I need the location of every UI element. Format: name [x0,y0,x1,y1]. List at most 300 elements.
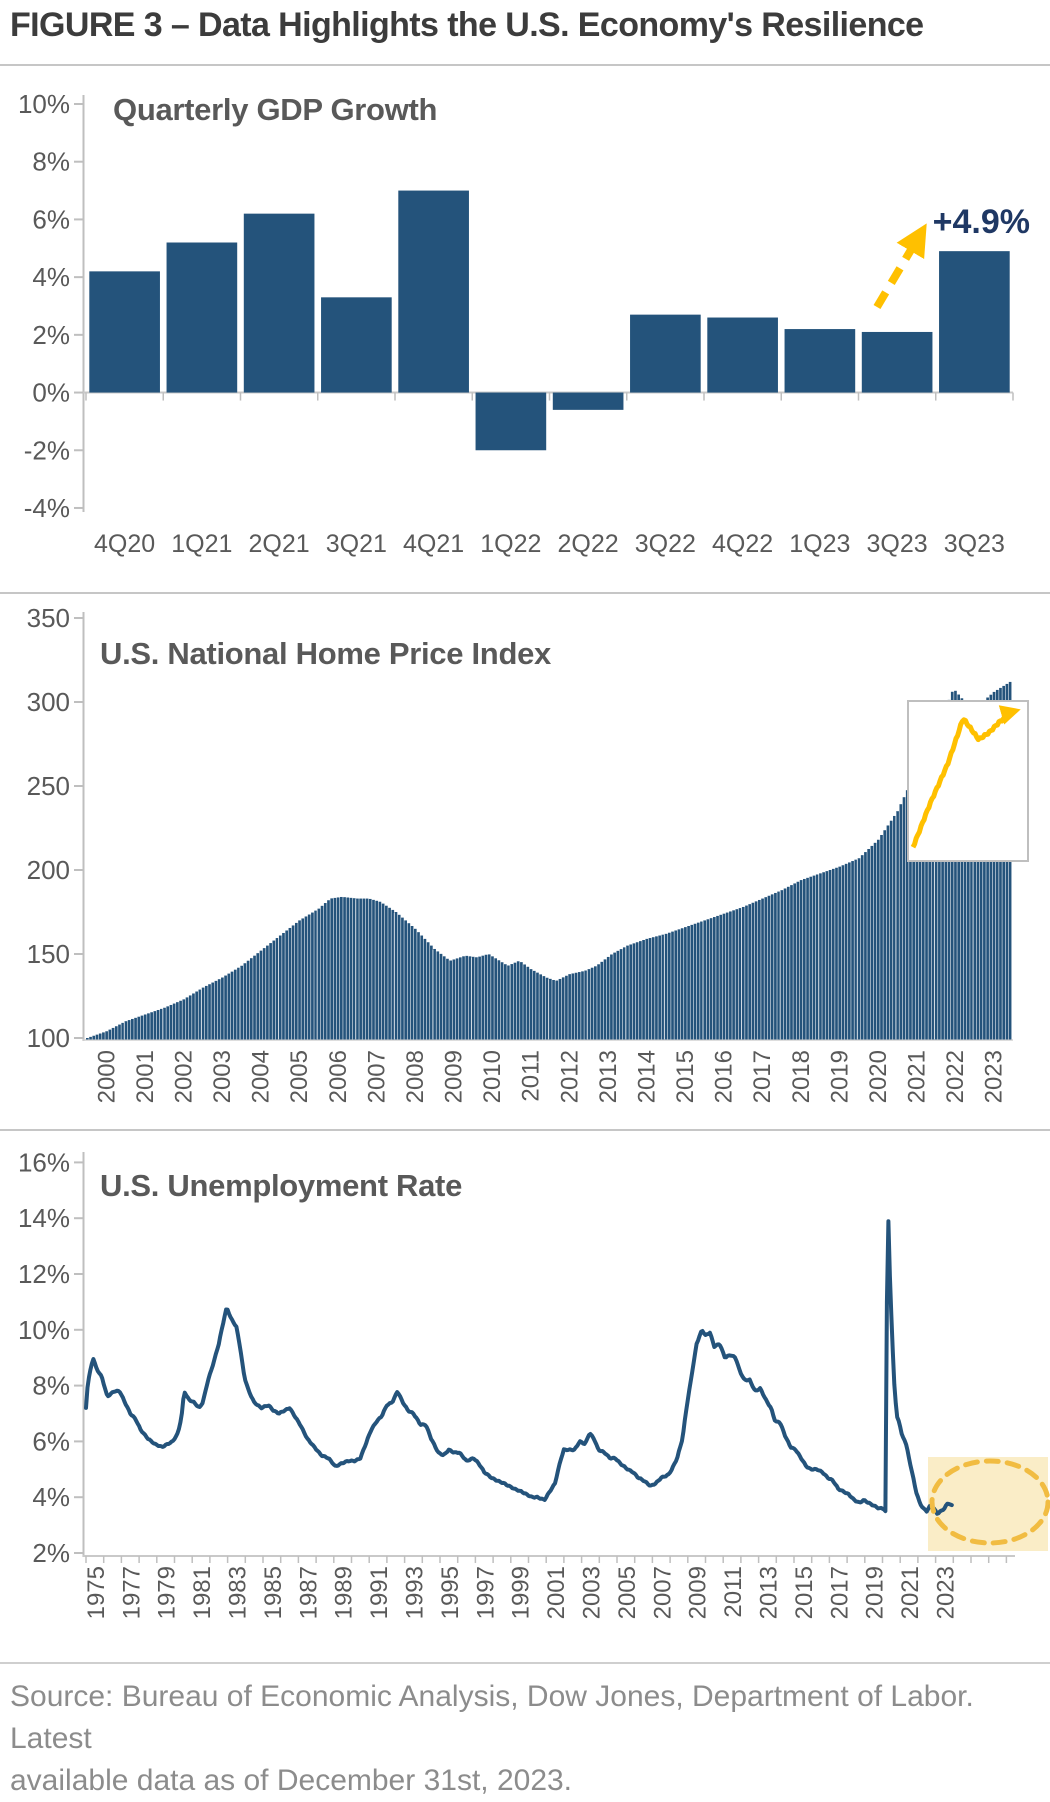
hpi-bar [578,972,581,1039]
hpi-bar [674,930,677,1039]
hpi-bar [629,944,632,1039]
hpi-bar [851,861,854,1039]
hpi-x-tick-label: 2014 [633,1050,661,1104]
hpi-bar [555,981,558,1040]
hpi-bar [719,915,722,1040]
hpi-bar [610,954,613,1039]
hpi-bar [211,983,214,1040]
hpi-bar [501,962,504,1039]
hpi-x-tick-label: 2013 [594,1050,622,1104]
gdp-y-tick-label: 10% [17,89,70,119]
hpi-bar [150,1012,153,1039]
unemp-y-tick-label: 14% [17,1203,70,1234]
hpi-bar [430,946,433,1040]
unemp-x-tick-label: 1991 [366,1566,394,1620]
hpi-bar [337,897,340,1039]
hpi-bar [179,1001,182,1040]
gdp-bar [553,393,624,410]
hpi-bar [896,811,899,1039]
hpi-bar [526,967,529,1040]
unemp-x-tick-label: 2011 [720,1566,748,1618]
hpi-bar [681,928,684,1039]
gdp-x-tick-label: 4Q20 [94,530,156,558]
hpi-bar [456,958,459,1039]
hpi-bar [887,825,890,1039]
gdp-bar [630,315,701,393]
unemp-x-tick-label: 1997 [472,1566,500,1620]
gdp-y-tick-label: 0% [32,377,70,408]
hpi-bar [250,958,253,1039]
hpi-bar [314,911,317,1040]
hpi-bar [182,999,185,1039]
hpi-bar [748,904,751,1039]
unemp-x-tick-label: 1977 [118,1566,146,1620]
unemp-x-tick-label: 2007 [649,1566,677,1620]
hpi-bar [128,1020,131,1039]
hpi-bar [784,888,787,1039]
hpi-bar [530,969,533,1039]
hpi-bar [655,936,658,1039]
hpi-bar [343,897,346,1039]
hpi-bar [572,973,575,1039]
hpi-bar [665,934,668,1040]
hpi-bar [726,913,729,1040]
hpi-bar [109,1030,112,1040]
hpi-bar [401,918,404,1040]
hpi-bar [620,949,623,1039]
hpi-bar [816,874,819,1039]
hpi-bar [475,957,478,1039]
hpi-bar [202,988,205,1040]
unemp-x-tick-label: 2009 [684,1566,712,1620]
hpi-bar [363,899,366,1040]
gdp-x-tick-label: 3Q21 [325,530,387,558]
hpi-bar [764,897,767,1039]
hpi-bar [282,933,285,1040]
hpi-bar [408,923,411,1039]
hpi-bar [636,942,639,1039]
hpi-x-tick-label: 2019 [826,1050,854,1104]
gdp-bar [89,271,160,392]
hpi-bar [658,936,661,1040]
hpi-bar [244,963,247,1039]
hpi-bar [668,933,671,1040]
hpi-y-tick-label: 150 [26,939,70,969]
hpi-bar [739,908,742,1039]
hpi-bar [822,872,825,1039]
gdp-x-tick-label: 1Q22 [480,530,542,558]
hpi-bar [215,981,218,1040]
unemp-x-tick-label: 1981 [189,1566,217,1620]
unemp-y-tick-label: 6% [32,1426,70,1457]
hpi-bar [617,951,620,1040]
hpi-bar [600,962,603,1040]
hpi-bar [745,906,748,1040]
hpi-bar [883,830,886,1039]
hpi-bar [903,797,906,1039]
hpi-bar [324,903,327,1039]
unemp-y-tick-label: 4% [32,1482,70,1513]
hpi-x-tick-label: 2005 [286,1050,314,1104]
hpi-x-tick-label: 2004 [247,1050,275,1104]
hpi-bar [523,964,526,1039]
unemp-x-tick-label: 1987 [295,1566,323,1620]
hpi-bar [301,918,304,1039]
hpi-bar [96,1035,99,1040]
hpi-bar [697,923,700,1040]
hpi-bar [575,973,578,1040]
hpi-bar [842,865,845,1039]
hpi-bar [642,940,645,1040]
hpi-bar [755,901,758,1039]
hpi-bar [491,956,494,1039]
hpi-y-tick-label: 100 [26,1023,70,1053]
hpi-bar [224,976,227,1040]
gdp-y-tick-label: -2% [23,435,70,466]
hpi-bar [806,878,809,1040]
gdp-x-tick-label: 3Q22 [634,530,696,558]
hpi-bar [645,939,648,1040]
hpi-bar [520,962,523,1039]
hpi-bar [105,1031,108,1039]
hpi-bar [710,918,713,1039]
gdp-x-tick-label: 2Q21 [248,530,310,558]
hpi-bar [533,971,536,1040]
hpi-bar [729,911,732,1039]
hpi-bar [639,941,642,1039]
hpi-bar [372,900,375,1040]
hpi-bar [427,942,430,1039]
hpi-x-tick-label: 2008 [401,1050,429,1104]
hpi-bar [539,974,542,1039]
hpi-bar [295,923,298,1040]
hpi-bar [353,898,356,1039]
hpi-bar [417,932,420,1039]
hpi-bar [813,876,816,1040]
hpi-bar [289,928,292,1040]
hpi-bar [649,938,652,1039]
hpi-bar [864,852,867,1039]
hpi-bar [472,957,475,1040]
hpi-x-tick-label: 2020 [864,1050,892,1104]
hpi-bar [858,858,861,1039]
hpi-bar [826,871,829,1039]
hpi-bar [147,1013,150,1039]
hpi-x-tick-label: 2012 [556,1050,584,1104]
hpi-x-tick-label: 2021 [903,1050,931,1104]
unemp-x-tick-label: 2021 [897,1566,925,1620]
hpi-bar [713,917,716,1039]
hpi-bar [678,929,681,1039]
hpi-bar [758,900,761,1040]
hpi-bar [144,1014,147,1039]
unemp-x-tick-label: 1983 [224,1566,252,1620]
hpi-x-tick-label: 2000 [93,1050,121,1104]
hpi-bar [240,966,243,1040]
hpi-bar [562,977,565,1039]
hpi-bar [623,947,626,1039]
hpi-bar [440,954,443,1040]
gdp-x-tick-label: 1Q21 [171,530,233,558]
hpi-bar [662,935,665,1040]
hpi-bar [102,1032,105,1039]
unemp-y-tick-label: 8% [32,1370,70,1401]
hpi-bar [626,946,629,1040]
hpi-bar [398,915,401,1040]
hpi-x-tick-label: 2016 [710,1050,738,1104]
hpi-bar [391,910,394,1040]
gdp-growth-chart [18,89,1013,558]
hpi-x-tick-label: 2022 [942,1050,970,1104]
hpi-bar [404,920,407,1039]
unemp-x-tick-label: 1985 [259,1566,287,1620]
hpi-bar [707,919,710,1039]
unemp-x-tick-label: 1993 [401,1566,429,1620]
hpi-x-tick-label: 2023 [980,1050,1008,1104]
hpi-bar [99,1034,102,1040]
hpi-y-tick-label: 300 [26,687,70,717]
unemp-x-tick-label: 2019 [861,1566,889,1620]
hpi-bar [369,899,372,1040]
hpi-bar [382,904,385,1040]
unemp-x-tick-label: 2005 [613,1566,641,1620]
hpi-bar [546,978,549,1040]
hpi-bar [761,899,764,1040]
gdp-chart-title: Quarterly GDP Growth [113,92,438,127]
unemp-y-tick-label: 2% [32,1538,70,1568]
hpi-bar [716,916,719,1040]
hpi-bar [443,956,446,1039]
hpi-bar [292,925,295,1039]
source-text [10,1676,1040,1802]
hpi-bar [263,948,266,1039]
hpi-bar [395,912,398,1039]
gdp-bar [862,332,933,393]
hpi-bar [861,855,864,1039]
hpi-bar [771,894,774,1039]
hpi-bar [652,937,655,1039]
hpi-bar [588,969,591,1039]
hpi-bar [800,880,803,1039]
gdp-annotation-label: +4.9% [932,203,1030,241]
hpi-bar [195,992,198,1040]
hpi-bar [549,979,552,1040]
gdp-bar [167,243,238,393]
hpi-bar [166,1006,169,1039]
hpi-bar [121,1023,124,1040]
hpi-bar [465,956,468,1040]
hpi-bar [867,849,870,1040]
hpi-bar [218,979,221,1039]
hpi-bar [366,899,369,1040]
hpi-bar [703,920,706,1039]
hpi-bar [845,864,848,1040]
hpi-bar [504,964,507,1039]
hpi-bar [790,885,793,1039]
hpi-bar [671,932,674,1040]
hpi-bar [481,956,484,1040]
gdp-y-tick-label: 2% [32,319,70,350]
hpi-bar [819,873,822,1039]
hpi-bar [234,970,237,1040]
hpi-bar [356,899,359,1040]
hpi-bar [192,993,195,1039]
hpi-bar [607,957,610,1040]
hpi-x-tick-label: 2007 [363,1050,391,1104]
hpi-bar [89,1037,92,1040]
hpi-bar [797,882,800,1040]
hpi-chart-title: U.S. National Home Price Index [100,636,551,671]
hpi-bar [848,862,851,1039]
hpi-bar [318,909,321,1040]
hpi-bar [781,890,784,1039]
hpi-x-tick-label: 2001 [131,1050,159,1104]
hpi-bar [424,939,427,1040]
hpi-bar [684,927,687,1039]
hpi-y-tick-label: 350 [26,603,70,633]
unemp-x-tick-label: 2015 [790,1566,818,1620]
unemp-x-tick-label: 2003 [578,1566,606,1620]
hpi-bar [433,949,436,1040]
hpi-bar [787,887,790,1040]
gdp-y-tick-label: 8% [32,146,70,177]
hpi-x-tick-label: 2015 [672,1050,700,1104]
gdp-bar [707,318,778,393]
hpi-bar [543,976,546,1039]
hpi-bar [112,1028,115,1040]
hpi-bar [565,976,568,1040]
hpi-bar [285,930,288,1039]
hpi-y-tick-label: 250 [26,771,70,801]
hpi-x-tick-label: 2017 [749,1050,777,1104]
hpi-bar [871,846,874,1040]
source-line-2: available data as of December 31st, 2023. [10,1764,573,1797]
hpi-bar [462,956,465,1039]
gdp-x-tick-label: 3Q23 [943,530,1005,558]
hpi-bar [488,954,491,1039]
gdp-bar [476,393,547,451]
source-line-1: Source: Bureau of Economic Analysis, Dow Jones, Department of Labor. Latest [10,1680,974,1755]
hpi-bar [359,899,362,1040]
unemp-y-tick-label: 12% [17,1259,70,1289]
hpi-bar [118,1025,121,1040]
hpi-bar [414,929,417,1040]
hpi-bar [272,941,275,1040]
hpi-bar [485,955,488,1040]
hpi-bar [584,971,587,1040]
hpi-x-tick-label: 2006 [324,1050,352,1104]
hpi-bar [186,997,189,1039]
hpi-bar [694,924,697,1040]
gdp-bar [939,251,1010,392]
unemployment-chart-title: U.S. Unemployment Rate [100,1168,463,1203]
hpi-bar [170,1005,173,1040]
hpi-bar [247,961,250,1040]
unemp-y-tick-label: 16% [17,1147,70,1178]
gdp-x-tick-label: 4Q22 [712,530,774,558]
hpi-bar [379,902,382,1040]
hpi-bar [893,816,896,1040]
hpi-x-tick-label: 2010 [479,1050,507,1104]
hpi-bar [498,960,501,1039]
hpi-bar [591,968,594,1040]
hpi-bar [260,951,263,1040]
unemp-x-tick-label: 1995 [436,1566,464,1620]
gdp-y-tick-label: 4% [32,262,70,293]
gdp-bar [785,329,856,392]
hpi-bar [793,883,796,1039]
gdp-bar [398,191,469,393]
hpi-bar [594,966,597,1039]
hpi-bar [633,943,636,1039]
unemp-x-tick-label: 2023 [932,1566,960,1620]
hpi-bar [176,1002,179,1039]
hpi-bar [346,898,349,1040]
hpi-bar [568,974,571,1039]
figure-title: FIGURE 3 – Data Highlights the U.S. Economy's Resilience [10,6,924,44]
hpi-bar [334,898,337,1040]
hpi-bar [298,920,301,1039]
hpi-bar [350,898,353,1040]
hpi-bar [411,926,414,1039]
gdp-bar [244,214,315,393]
unemp-x-tick-label: 1999 [507,1566,535,1620]
gdp-x-tick-label: 3Q23 [866,530,928,558]
hpi-bar [134,1018,137,1040]
footer-divider [0,1662,1050,1664]
hpi-bar [205,986,208,1040]
hpi-bar [899,804,902,1039]
hpi-bar [517,961,520,1039]
gdp-y-tick-label: 6% [32,204,70,235]
hpi-bar [507,965,510,1039]
hpi-bar [732,910,735,1039]
hpi-bar [469,956,472,1039]
unemp-rate-line [86,1221,952,1514]
hpi-bar [854,860,857,1040]
gdp-x-tick-label: 2Q22 [557,530,619,558]
hpi-bar [874,843,877,1040]
hpi-bar [453,959,456,1039]
hpi-bar [735,909,738,1039]
hpi-bar [752,903,755,1040]
unemployment-rate-chart [18,1147,1048,1619]
hpi-bar [510,964,513,1039]
hpi-bar [221,978,224,1040]
hpi-bar [311,913,314,1040]
hpi-bar [838,867,841,1040]
hpi-bar [514,963,517,1040]
hpi-bar [388,908,391,1040]
hpi-bar [459,957,462,1039]
hpi-bar [330,898,333,1039]
hpi-bar [742,907,745,1040]
hpi-bar [494,958,497,1039]
hpi-bar [768,896,771,1040]
hpi-bar [163,1008,166,1040]
hpi-bar [803,879,806,1040]
hpi-bar [276,938,279,1039]
hpi-bar [478,957,481,1040]
hpi-x-tick-label: 2002 [170,1050,198,1104]
chart-divider-1 [0,592,1050,594]
hpi-x-tick-label: 2003 [209,1050,237,1104]
hpi-bar [266,946,269,1040]
hpi-bar [160,1009,163,1040]
hpi-bar [154,1011,157,1039]
hpi-bar [231,972,234,1040]
gdp-bar [321,297,392,392]
